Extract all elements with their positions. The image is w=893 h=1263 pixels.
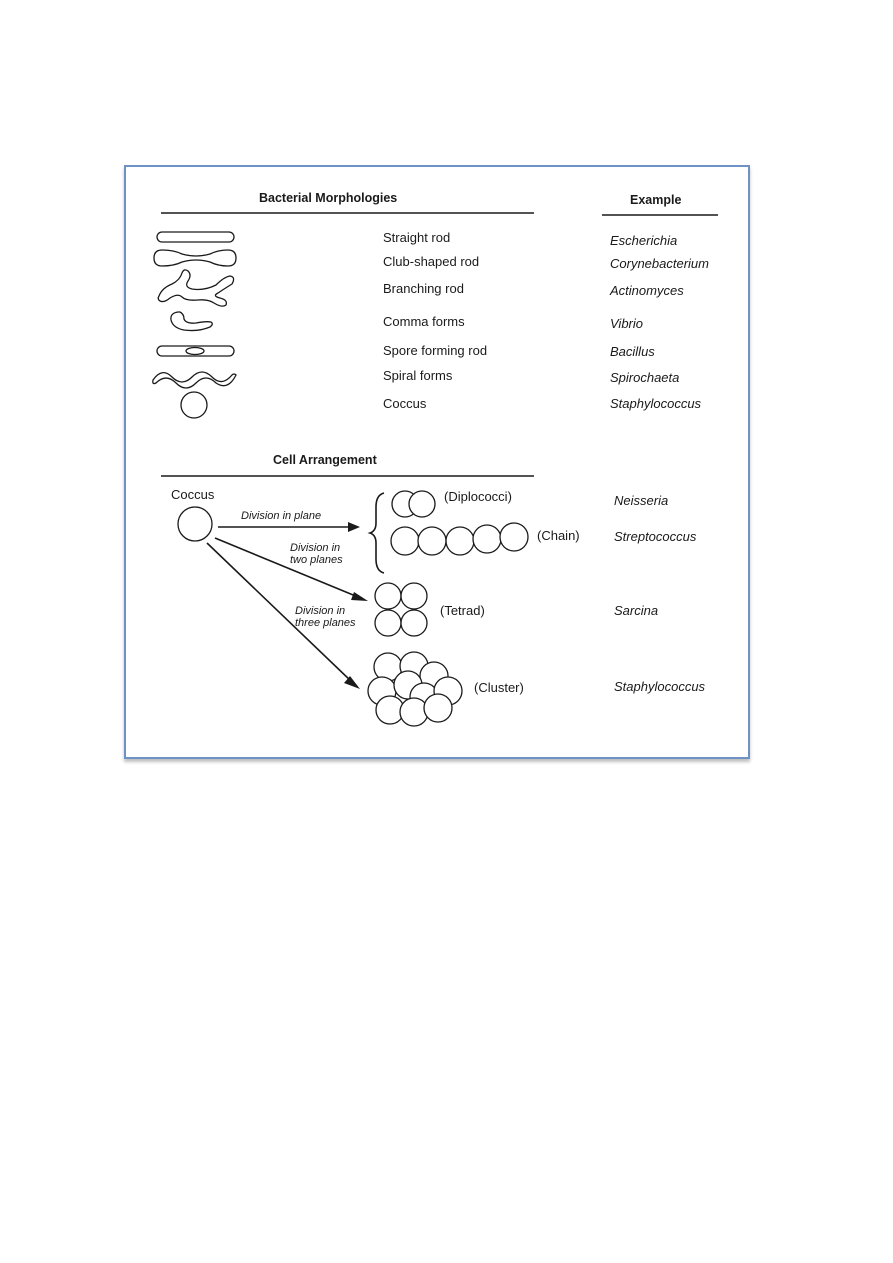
example-escherichia: Escherichia	[610, 233, 678, 248]
cluster-cell	[400, 698, 428, 726]
example-bacillus: Bacillus	[610, 344, 655, 359]
division-three-label-2: three planes	[295, 617, 356, 629]
label-coccus: Coccus	[383, 396, 427, 411]
cluster-group	[368, 652, 462, 726]
club-rod-shape	[154, 250, 236, 266]
source-coccus-label: Coccus	[171, 487, 215, 502]
label-comma: Comma forms	[383, 314, 465, 329]
branching-rod-shape	[158, 270, 233, 306]
tetrad-label: (Tetrad)	[440, 603, 485, 618]
example-header: Example	[630, 193, 682, 207]
example-actinomyces: Actinomyces	[610, 283, 684, 298]
division-plane-label: Division in plane	[241, 510, 322, 522]
example-streptococcus: Streptococcus	[614, 529, 697, 544]
example-corynebacterium: Corynebacterium	[610, 256, 709, 271]
arrowhead-two	[351, 592, 368, 601]
spiral-shape	[153, 372, 236, 388]
tetrad-cell	[401, 583, 427, 609]
chain-cell	[418, 527, 446, 555]
label-branching-rod: Branching rod	[383, 281, 464, 296]
chain-group	[391, 523, 528, 555]
tetrad-group	[375, 583, 427, 636]
chain-cell	[500, 523, 528, 551]
arrowhead-plane	[348, 522, 360, 532]
chain-label: (Chain)	[537, 528, 580, 543]
diplococci-group	[392, 491, 435, 517]
diplococci-label: (Diplococci)	[444, 489, 512, 504]
division-two-label-2: two planes	[290, 554, 343, 566]
source-coccus-circle	[178, 507, 212, 541]
tetrad-cell	[401, 610, 427, 636]
spore-shape	[186, 348, 204, 355]
example-staphylococcus: Staphylococcus	[610, 396, 702, 411]
chain-cell	[446, 527, 474, 555]
example-sarcina: Sarcina	[614, 603, 659, 618]
example-neisseria: Neisseria	[614, 493, 669, 508]
straight-rod-shape	[157, 232, 234, 242]
example-spirochaeta: Spirochaeta	[610, 370, 680, 385]
chain-cell	[473, 525, 501, 553]
label-straight-rod: Straight rod	[383, 230, 451, 245]
arrangement-header: Cell Arrangement	[273, 453, 377, 467]
chain-cell	[391, 527, 419, 555]
figure-canvas	[126, 167, 748, 757]
tetrad-cell	[375, 610, 401, 636]
division-three-label-1: Division in	[295, 605, 346, 617]
example-staphylococcus-cluster: Staphylococcus	[614, 679, 706, 694]
label-club-rod: Club-shaped rod	[383, 254, 480, 269]
cluster-label: (Cluster)	[474, 680, 524, 695]
bacteria-morphology-figure	[124, 165, 750, 759]
label-spore-rod: Spore forming rod	[383, 343, 488, 358]
morphologies-header: Bacterial Morphologies	[259, 191, 398, 205]
comma-shape	[171, 312, 212, 331]
division-two-label-1: Division in	[290, 542, 341, 554]
arrowhead-three	[344, 676, 360, 689]
label-spiral: Spiral forms	[383, 368, 453, 383]
tetrad-cell	[375, 583, 401, 609]
example-vibrio: Vibrio	[610, 316, 644, 331]
coccus-shape	[181, 392, 207, 418]
cluster-cell	[424, 694, 452, 722]
brace-icon	[370, 493, 384, 573]
diplococcus-cell	[409, 491, 435, 517]
